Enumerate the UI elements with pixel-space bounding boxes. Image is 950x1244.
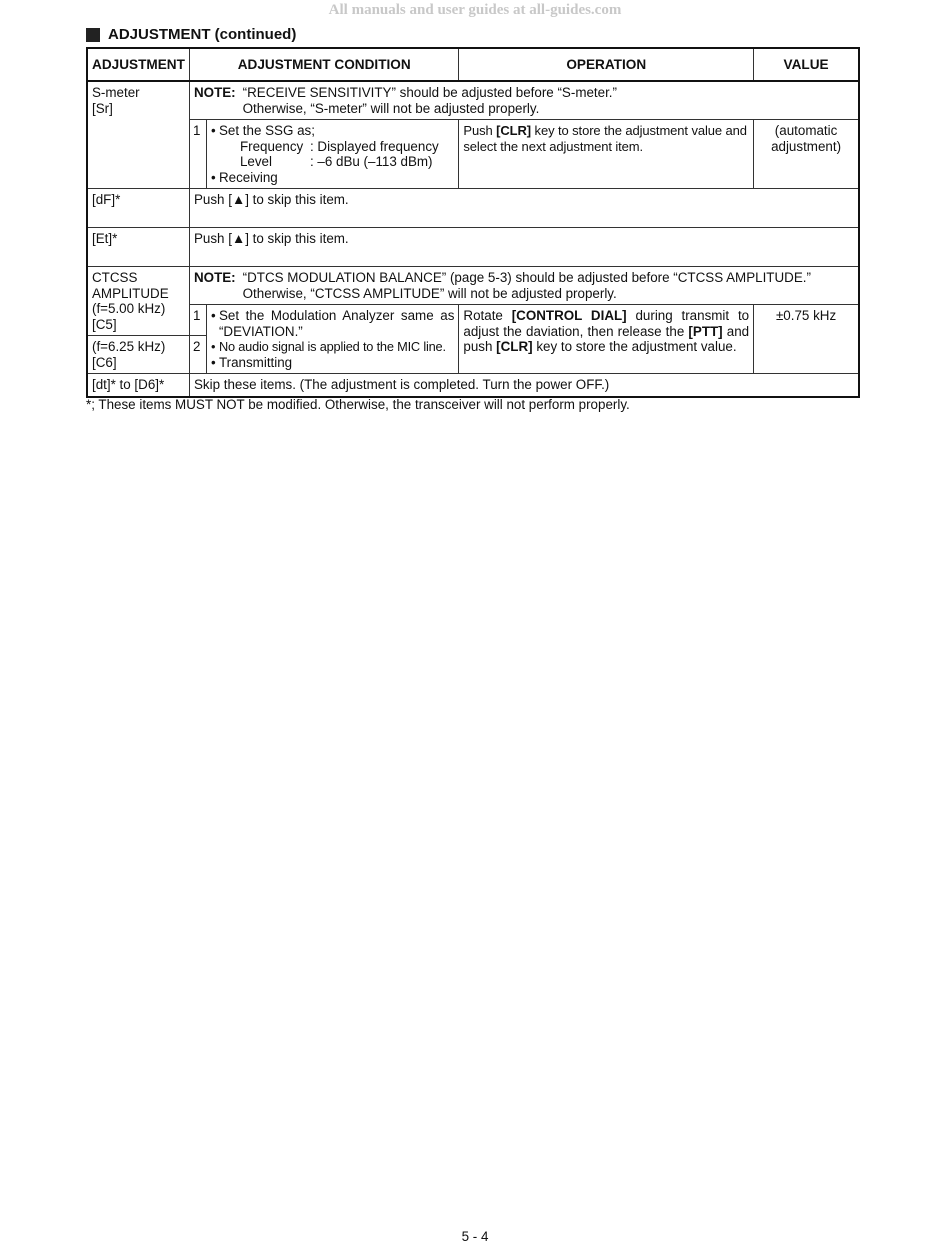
et-text: ] to skip this item. [245,231,349,246]
smeter-name: S-meter [92,85,140,100]
black-square-icon [86,28,100,42]
ctcss-freq2: (f=6.25 kHz) [92,339,166,354]
smeter-value-cell: (automatic adjustment) [754,120,859,189]
ctcss-note-row [87,267,859,305]
up-triangle-icon: ▲ [231,231,246,246]
op-text: key to store the adjustment value and select the next adjustment item. [463,123,747,154]
ctcss-name: AMPLITUDE [92,285,169,301]
page-number: 5 - 4 [461,1229,489,1244]
section-heading [86,26,296,43]
op-key-ptt: [PTT] [688,323,723,339]
et-row [87,228,859,267]
section-title: ADJUSTMENT (continued) [108,26,297,43]
note-label: NOTE: [193,270,236,285]
dt-row [87,374,859,397]
df-name: [dF]* [87,189,189,228]
header-operation: OPERATION [459,48,754,81]
freq-value: : Displayed frequency [309,138,439,154]
smeter-cond-bullet1: Set the SSG as; [218,123,315,138]
op-text: Push [463,123,497,138]
ctcss-note-line2: Otherwise, “CTCSS AMPLITUDE” will not be adjusted properly. [242,285,617,301]
smeter-cond-bullet2: Receiving [218,169,278,185]
dt-name: [dt]* to [D6]* [87,374,189,397]
ctcss-note-line1: “DTCS MODULATION BALANCE” (page 5-3) should be adjusted before “CTCSS AMPLITUDE.” [242,270,811,285]
level-key: Level [239,154,272,169]
ctcss-name2-cell [87,336,189,374]
watermark: All manuals and user guides at all-guides.com [328,2,622,18]
et-name: [Et]* [87,228,189,267]
note-label: NOTE: [193,85,236,100]
header-value: VALUE [754,48,859,81]
bullet-icon: • [210,308,216,323]
ctcss-cond-bullet1: Set the Modulation Analyzer same as “DEVIATION.” [218,308,455,339]
df-text: ] to skip this item. [245,192,349,207]
footnote: *; These items MUST NOT be modified. Otherwise, the transceiver will not perform properly. [86,397,630,412]
ctcss-code: [C5] [92,316,117,332]
op-text: Rotate [463,308,512,323]
step-number: 2 [189,336,206,374]
ctcss-operation-cell [459,305,754,374]
ctcss-cond-bullet3: Transmitting [218,354,293,370]
df-text-cell [189,189,859,228]
bullet-icon: • [210,169,216,185]
op-key-clr: [CLR] [496,339,533,354]
ctcss-name-cell [87,267,189,336]
bullet-icon: • [210,123,216,138]
smeter-note-row [87,81,859,120]
smeter-name-cell [87,81,189,189]
level-value: : –6 dBu (–113 dBm) [309,154,433,169]
op-text: key to store the adjustment value. [532,339,737,354]
freq-key: Frequency [239,138,304,154]
op-text: and push [463,323,750,354]
ctcss-code2: [C6] [92,354,117,370]
header-adjustment: ADJUSTMENT [87,48,189,81]
smeter-step-row [87,120,859,189]
smeter-condition-cell [206,120,458,189]
ctcss-cond-bullet2: No audio signal is applied to the MIC line. [218,339,446,354]
ctcss-freq: (f=5.00 kHz) [92,301,166,316]
up-triangle-icon: ▲ [231,192,246,207]
ctcss-condition-cell [206,305,458,374]
df-text: Push [ [193,192,232,207]
smeter-code: [Sr] [92,100,113,116]
smeter-note-line1: “RECEIVE SENSITIVITY” should be adjusted before “S-meter.” [242,85,617,100]
ctcss-name: CTCSS [92,270,138,285]
ctcss-value-cell: ±0.75 kHz [754,305,859,374]
step-number: 1 [189,305,206,336]
op-key-control-dial: [CONTROL DIAL] [511,308,627,323]
smeter-note-line2: Otherwise, “S-meter” will not be adjusted properly. [242,100,540,116]
ctcss-step1-row [87,305,859,336]
df-row [87,189,859,228]
et-text-cell [189,228,859,267]
dt-text: Skip these items. (The adjustment is completed. Turn the power OFF.) [189,374,859,397]
adjustment-table [86,47,860,398]
header-condition: ADJUSTMENT CONDITION [189,48,458,81]
ctcss-note-cell [189,267,859,305]
op-text: during transmit to adjust the daviation, then release the [463,308,750,339]
et-text: Push [ [193,231,232,246]
op-key-clr: [CLR] [496,123,532,138]
smeter-note-cell [189,81,859,120]
table-header-row [87,48,859,81]
step-number: 1 [189,120,206,189]
bullet-icon: • [210,339,216,354]
bullet-icon: • [210,354,216,370]
smeter-operation-cell [459,120,754,189]
